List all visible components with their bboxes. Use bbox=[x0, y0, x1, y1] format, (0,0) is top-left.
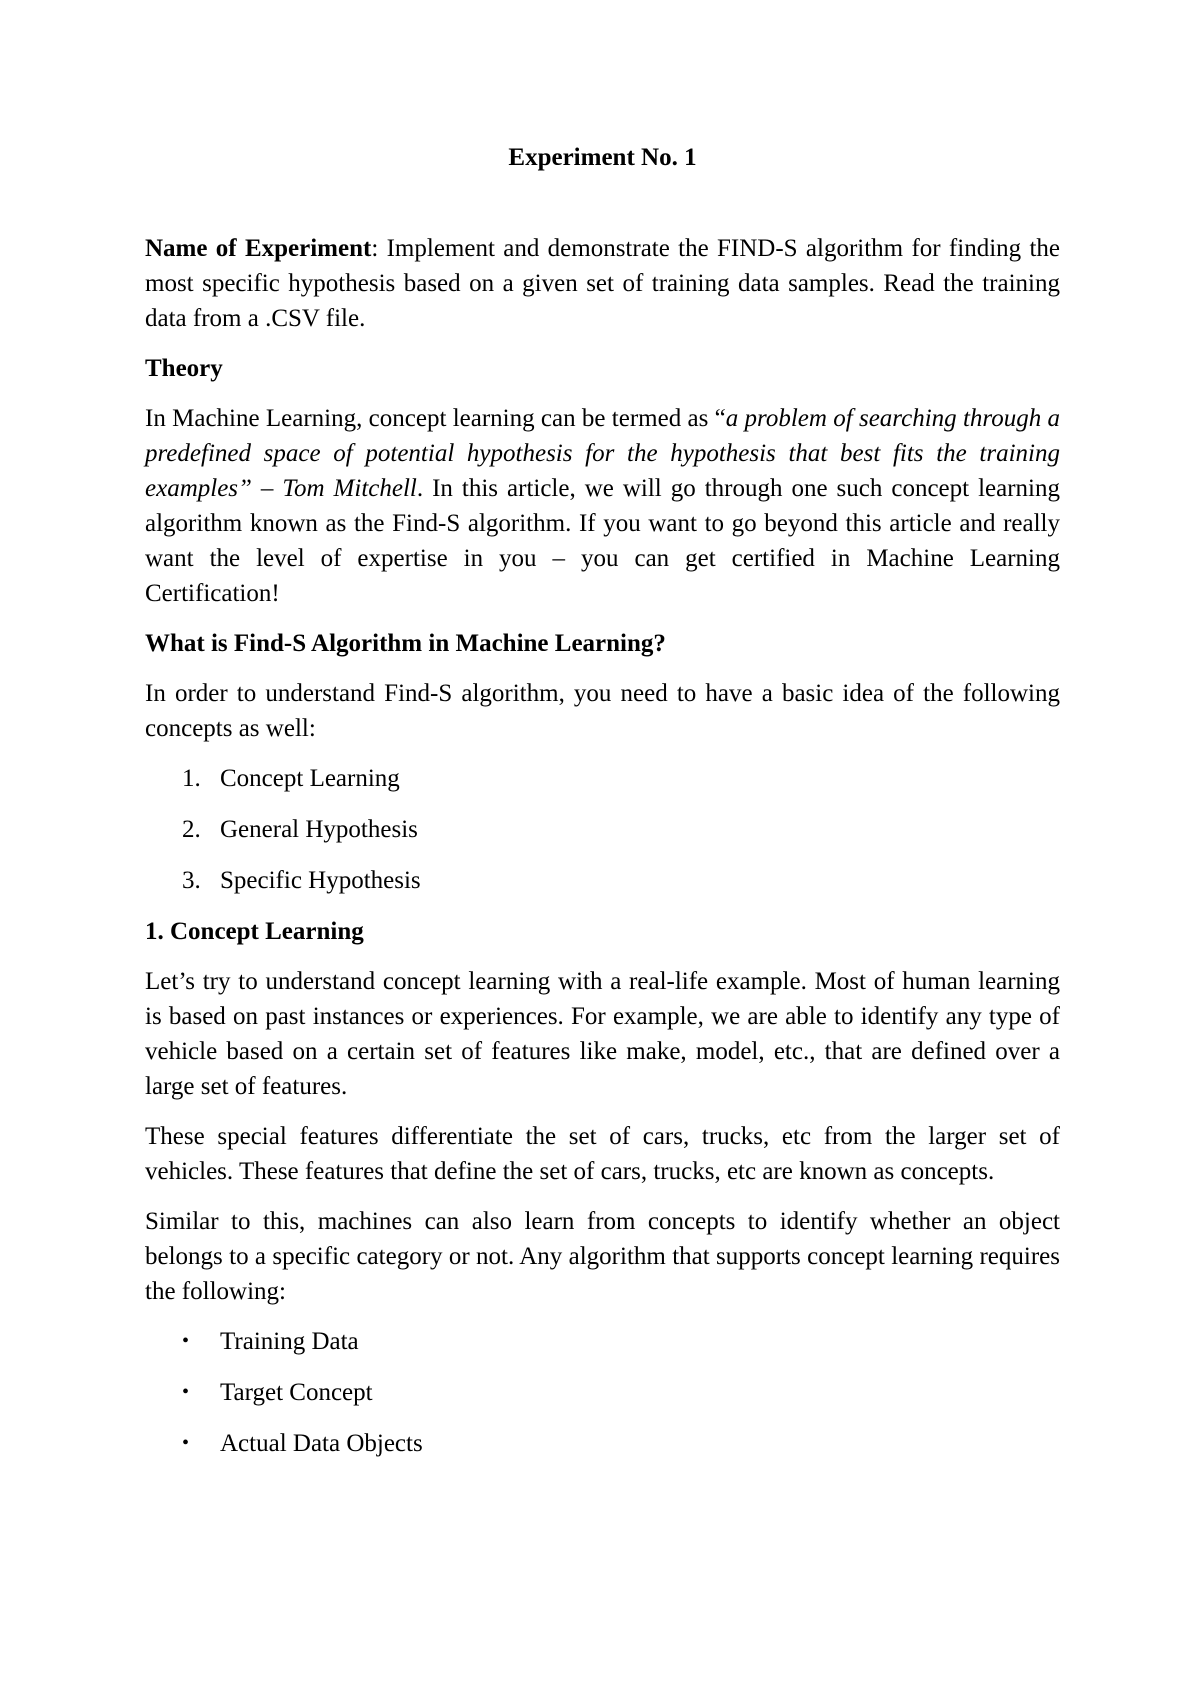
list-item-label: Target Concept bbox=[220, 1379, 373, 1406]
document-body bbox=[145, 141, 1060, 1477]
experiment-name-label: Name of Experiment bbox=[145, 235, 372, 262]
theory-heading: Theory bbox=[145, 355, 223, 382]
finds-intro-paragraph: In order to understand Find-S algorithm, you need to have a basic idea of the following concepts as well: bbox=[145, 680, 1060, 742]
list-item-label: Specific Hypothesis bbox=[220, 867, 421, 894]
concept-learning-paragraph-1: Let’s try to understand concept learning with a real-life example. Most of human learning is based on past instances or experiences. For example, we are able to identify any type of vehicle based on a certain set of features like make, model, etc., that are defined over a large set of features. bbox=[145, 968, 1060, 1100]
list-item bbox=[145, 1426, 1060, 1461]
list-item bbox=[145, 1324, 1060, 1359]
list-item-label: General Hypothesis bbox=[220, 816, 418, 843]
requirements-list bbox=[145, 1324, 1060, 1461]
theory-intro: In Machine Learning, concept learning can be termed as “ bbox=[145, 405, 726, 432]
bullet-icon: • bbox=[182, 1330, 190, 1352]
list-item-label: Training Data bbox=[220, 1328, 359, 1355]
concept-learning-paragraph-2: These special features differentiate the set of cars, trucks, etc from the larger set of vehicles. These features that define the set of cars, trucks, etc are known as concepts. bbox=[145, 1123, 1060, 1185]
list-item bbox=[145, 1375, 1060, 1410]
list-number: 3. bbox=[182, 867, 201, 894]
concept-learning-heading: 1. Concept Learning bbox=[145, 918, 364, 945]
theory-rest: . In this article, we will go through one such concept learning algorithm known as the Find-S algorithm. If you want to go beyond this article and really want the level of expertise in you – you can get certified in Machine Learning Certification! bbox=[145, 475, 1060, 607]
bullet-icon: • bbox=[182, 1381, 190, 1403]
bullet-icon: • bbox=[182, 1432, 190, 1454]
theory-quote: a problem of searching through a predefined space of potential hypothesis for the hypothesis that best fits the training examples” – Tom Mitchell bbox=[145, 405, 1060, 502]
list-item bbox=[145, 863, 1060, 898]
experiment-name-text: : Implement and demonstrate the FIND-S algorithm for finding the most specific hypothesis based on a given set of training data samples. Read the training data from a .CSV file. bbox=[145, 235, 1061, 332]
list-item bbox=[145, 761, 1060, 796]
list-item-label: Concept Learning bbox=[220, 765, 400, 792]
theory-paragraph bbox=[145, 401, 1060, 611]
list-number: 1. bbox=[182, 765, 201, 792]
concepts-list bbox=[145, 761, 1060, 898]
list-number: 2. bbox=[182, 816, 201, 843]
concept-learning-paragraph-3: Similar to this, machines can also learn from concepts to identify whether an object belongs to a specific category or not. Any algorithm that supports concept learning requires the following: bbox=[145, 1208, 1060, 1305]
experiment-name-paragraph bbox=[145, 231, 1060, 336]
document-title: Experiment No. 1 bbox=[508, 144, 697, 171]
list-item bbox=[145, 812, 1060, 847]
finds-heading: What is Find-S Algorithm in Machine Learning? bbox=[145, 630, 666, 657]
list-item-label: Actual Data Objects bbox=[220, 1430, 423, 1457]
